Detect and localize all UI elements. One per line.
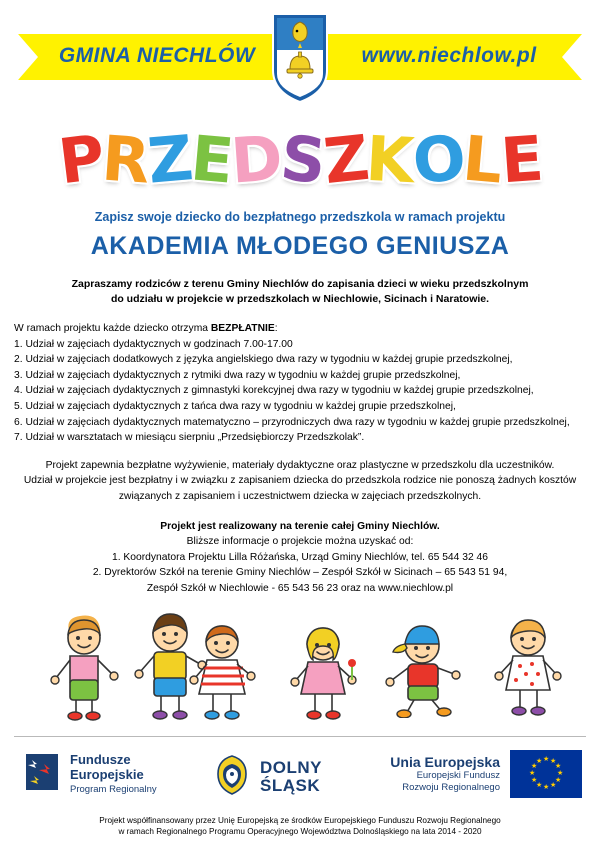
contact-line-5: Zespół Szkół w Niechlowie - 65 543 56 23 oraz na www.niechlow.pl (146, 582, 454, 594)
dolny-slask-eagle-icon (210, 752, 254, 801)
top-banner (0, 0, 600, 108)
eu-sub-2: Rozwoju Regionalnego (402, 782, 500, 793)
title-letter: E (187, 121, 235, 198)
title-letter: K (364, 121, 415, 198)
footer-divider (14, 736, 586, 737)
list-item: 6. Udział w zajęciach dydaktycznych matematyczno – przyrodniczych dwa razy w tygodniu w każdej grupie przedszkolnej, (14, 416, 570, 428)
offer-lead (14, 321, 584, 337)
title-letter: E (498, 121, 544, 198)
subtitle-register: Zapisz swoje dziecko do bezpłatnego przedszkola w ramach projektu (94, 210, 506, 224)
eu-flag-icon: ★ ★ ★ ★ ★ ★ ★ ★ ★ ★ ★ ★ (510, 750, 582, 798)
list-item: 4. Udział w zajęciach dydaktycznych z gimnastyki korekcyjnej dwa razy w tygodniu w każdej grupie przedszkolnej, (14, 385, 534, 397)
contact-line-3: 1. Koordynatora Projektu Lilla Różańska, Urząd Gminy Niechlów, tel. 65 544 32 46 (111, 551, 489, 563)
list-item: 7. Udział w warsztatach w miesiącu sierpniu „Przedsiębiorczy Przedszkolak”. (14, 432, 365, 444)
child-figure-girl-dots (488, 610, 568, 723)
contact-block (0, 519, 600, 597)
title-letter: Z (144, 121, 195, 198)
intro-line-1: Zapraszamy rodziców z terenu Gminy Niechlów do zapisania dzieci w wieku przedszkolnym (71, 278, 529, 290)
contact-line-4: 2. Dyrektorów Szkół na terenie Gminy Niechlów – Zespół Szkół w Sicinach – 65 543 51 94, (92, 567, 508, 579)
title-letter: Z (319, 120, 371, 199)
contact-line-2: Bliższe informacje o projekcie można uzyskać od: (186, 536, 414, 548)
child-figure-tumbling (378, 610, 474, 723)
title-letter: R (99, 121, 151, 198)
list-item: 5. Udział w zajęciach dydaktycznych z tańca dwa razy w tygodniu w każdej grupie przedszkolnej, (14, 400, 456, 412)
contact-line-1: Projekt jest realizowany na terenie całej Gminy Niechlów. (160, 520, 440, 532)
project-name-heading: AKADEMIA MŁODEGO GENIUSZA (90, 232, 510, 260)
footer-note (0, 815, 600, 837)
website-link[interactable]: www.niechlow.pl (361, 44, 537, 67)
conditions-line-2: Udział w projekcie jest bezpłatny i w związku z zapisaniem dziecka do przedszkola rodzice nie ponoszą żadnych kosztów (23, 475, 577, 487)
list-item: 3. Udział w zajęciach dydaktycznych z rytmiki dwa razy w tygodniu w każdej grupie przedszkolnej, (14, 369, 461, 381)
logo-dolny-slask (210, 752, 322, 801)
child-figure-boy-green (40, 612, 126, 727)
child-figure-girl-pink (285, 620, 361, 727)
logo-unia-europejska (390, 750, 582, 798)
dolny-slask-text (260, 759, 322, 795)
intro-line-2: do udziału w projekcie w przedszkolach w Niechlowie, Sicinach i Naratowie. (110, 293, 490, 305)
conditions-line-3: związanych z zapisaniem i uczestnictwem dziecka w zajęciach przedszkolnych. (118, 490, 482, 502)
title-letter: P (54, 120, 107, 199)
offer-block (0, 321, 600, 446)
page-title (0, 114, 600, 206)
title-letter: S (277, 120, 328, 199)
footer-note-line-2: w ramach Regionalnego Programu Operacyjnego Województwa Dolnośląskiego na lata 2014 - 2020 (118, 827, 482, 836)
unia-europejska-text (390, 754, 500, 794)
conditions-paragraph (0, 458, 600, 505)
list-item: 2. Udział w zajęciach dodatkowych z języka angielskiego dwa razy w tygodniu w każdej grupie przedszkolnej, (14, 354, 513, 366)
intro-paragraph (0, 277, 600, 307)
ds-line-2: ŚLĄSK (260, 775, 321, 795)
title-letter: O (409, 120, 467, 199)
offer-lead-suffix: : (274, 323, 278, 334)
child-figure-girl-striped (185, 618, 259, 727)
conditions-line-1: Projekt zapewnia bezpłatne wyżywienie, materiały dydaktyczne oraz plastyczne w przedszkolu dla uczestników. (45, 459, 555, 471)
title-letter: L (460, 121, 504, 198)
fe-subtitle: Program Regionalny (70, 784, 157, 795)
ds-line-1: DOLNY (260, 757, 322, 777)
eu-title: Unia Europejska (390, 754, 500, 770)
title-letter: D (228, 121, 284, 198)
coat-of-arms-icon (271, 12, 329, 104)
eu-sub-1: Europejski Fundusz (416, 770, 500, 781)
offer-list (14, 337, 584, 446)
fe-line-1: Fundusze (70, 752, 131, 767)
fundusze-europejskie-text (70, 752, 157, 797)
logo-fundusze-europejskie (22, 750, 157, 799)
fundusze-europejskie-icon (22, 750, 62, 799)
offer-lead-bold: BEZPŁATNIE (210, 323, 275, 334)
list-item: 1. Udział w zajęciach dydaktycznych w godzinach 7.00-17.00 (14, 338, 293, 350)
fe-line-2: Europejskie (70, 767, 144, 782)
footer-note-line-1: Projekt współfinansowany przez Unię Europejską ze środków Europejskiego Funduszu Rozwoju Regionalnego (99, 816, 501, 825)
footer (0, 736, 600, 849)
offer-lead-prefix: W ramach projektu każde dziecko otrzyma (14, 323, 211, 334)
children-illustration (0, 596, 600, 731)
gmina-label: GMINA NIECHLÓW (58, 44, 256, 67)
